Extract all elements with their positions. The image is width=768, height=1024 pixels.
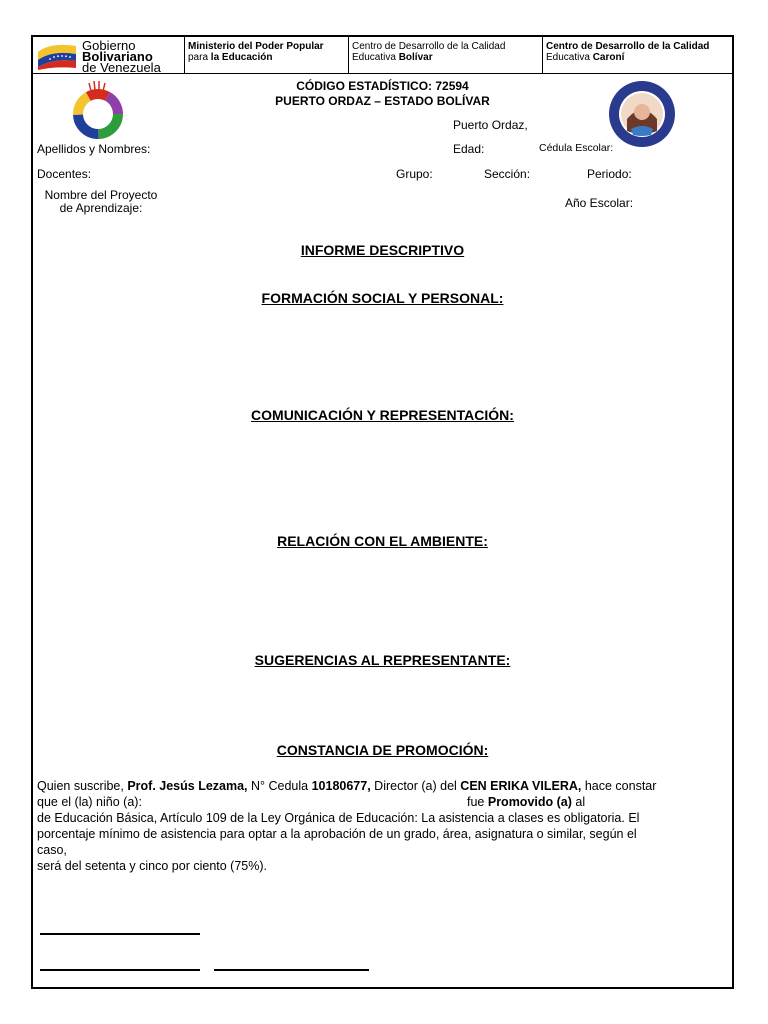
- apellidos-label: Apellidos y Nombres:: [37, 142, 151, 156]
- heading-comunicacion: COMUNICACIÓN Y REPRESENTACIÓN:: [251, 407, 514, 423]
- gov-line3: de Venezuela: [82, 60, 161, 73]
- school-name: CEN ERIKA VILERA,: [460, 779, 582, 793]
- heading-constancia: CONSTANCIA DE PROMOCIÓN:: [276, 742, 489, 758]
- constancia-line5: caso,: [37, 843, 67, 857]
- constancia-line6: será del setenta y cinco por ciento (75%).: [37, 859, 267, 873]
- constancia-text: [37, 778, 731, 874]
- signature-line-2: [40, 969, 200, 971]
- cdc-caroni-cell: [543, 37, 732, 73]
- ministry-cell: [185, 37, 349, 73]
- edad-label: Edad:: [453, 142, 485, 156]
- document-frame: [31, 35, 734, 989]
- constancia-t3: Director (a) del: [370, 779, 461, 793]
- constancia-line2b: fue: [467, 795, 488, 809]
- cdc-caroni-line2-bold: Caroní: [592, 51, 625, 63]
- director-name: Prof. Jesús Lezama,: [127, 779, 248, 793]
- codigo-estadistico: CÓDIGO ESTADÍSTICO: 72594: [296, 79, 469, 93]
- constancia-line3: de Educación Básica, Artículo 109 de la Ley Orgánica de Educación: La asistencia a clases es obligatoria. El: [37, 811, 640, 825]
- periodo-label: Periodo:: [587, 167, 632, 181]
- constancia-line2a: que el (la) niño (a):: [37, 795, 142, 809]
- gov-logo-cell: [33, 37, 185, 73]
- constancia-t1: Quien suscribe,: [37, 779, 128, 793]
- seccion-label: Sección:: [484, 167, 531, 181]
- cdc-caroni-line1: Centro de Desarrollo de la Calidad: [546, 41, 710, 52]
- heading-informe: INFORME DESCRIPTIVO: [300, 242, 465, 258]
- grupo-label: Grupo:: [396, 167, 433, 181]
- constancia-line2: [37, 794, 731, 810]
- gov-line2: Bolivariano: [82, 49, 153, 64]
- cdc-bolivar-line2-pre: Educativa: [352, 51, 399, 63]
- cdc-bolivar-line2-bold: Bolívar: [398, 51, 433, 63]
- gov-line1: Gobierno: [82, 38, 136, 53]
- ministry-line1: Ministerio del Poder Popular: [188, 41, 324, 52]
- cdc-caroni-line2: [546, 53, 729, 64]
- constancia-line1: [37, 778, 731, 794]
- ministry-line2-pre: para: [188, 51, 211, 63]
- ministry-line2: [188, 53, 345, 64]
- docentes-label: Docentes:: [37, 167, 92, 181]
- constancia-line2b-wrap: [467, 794, 585, 810]
- proyecto-label: [41, 189, 161, 215]
- cdc-bolivar-cell: [349, 37, 543, 73]
- ministry-line2-bold: la Educación: [210, 51, 273, 63]
- heading-formacion: FORMACIÓN SOCIAL Y PERSONAL:: [261, 290, 504, 306]
- puerto-ordaz-label: Puerto Ordaz,: [453, 118, 528, 132]
- header-row: [33, 37, 732, 74]
- constancia-t4: hace constar: [581, 779, 657, 793]
- venezuela-flag-icon: [36, 40, 78, 70]
- proyecto-line1: Nombre del Proyecto: [44, 188, 158, 202]
- promovido-text: Promovido (a): [487, 795, 572, 809]
- heading-relacion: RELACIÓN CON EL AMBIENTE:: [277, 533, 488, 549]
- cedula-number: 10180677,: [311, 779, 371, 793]
- constancia-t2: N° Cedula: [247, 779, 312, 793]
- anio-escolar-label: Año Escolar:: [565, 196, 634, 210]
- cdc-bolivar-line1: Centro de Desarrollo de la Calidad: [352, 41, 506, 52]
- lugar: PUERTO ORDAZ – ESTADO BOLÍVAR: [275, 94, 490, 108]
- signature-line-3: [214, 969, 369, 971]
- signature-line-1: [40, 933, 200, 935]
- gov-text: [82, 40, 161, 73]
- cdc-caroni-line2-pre: Educativa: [546, 51, 593, 63]
- constancia-line4: porcentaje mínimo de asistencia para optar a la aprobación de un grado, área, asignatura o similar, según el: [37, 827, 637, 841]
- cdc-bolivar-line2: [352, 53, 539, 64]
- heading-sugerencias: SUGERENCIAS AL REPRESENTANTE:: [254, 652, 511, 668]
- cedula-label: Cédula Escolar:: [539, 142, 614, 154]
- proyecto-line2: de Aprendizaje:: [59, 201, 143, 215]
- constancia-line2c: al: [571, 795, 586, 809]
